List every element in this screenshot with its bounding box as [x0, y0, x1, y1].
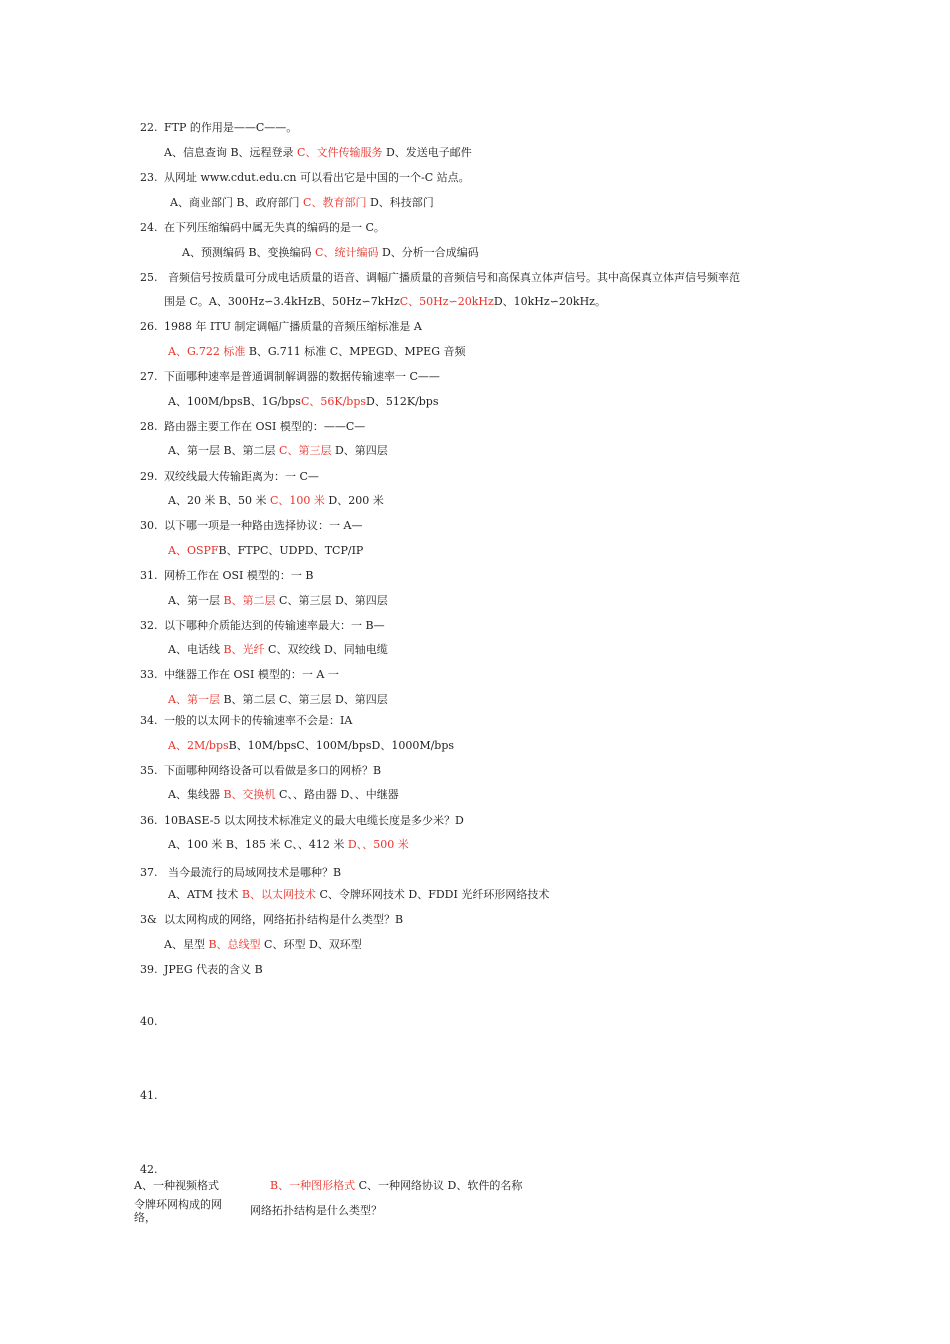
answer-options	[168, 888, 549, 902]
option-text: B、第二层 C、第三层 D、第四层	[219, 693, 388, 706]
question-number: 28.	[140, 420, 158, 433]
question-number: 39.	[140, 963, 158, 976]
question-text: 当今最流行的局域网技术是哪种？B	[168, 866, 342, 879]
question-number-42: 42.	[140, 1163, 158, 1176]
option-text: C、令牌环网技术 D、FDDI 光纤环形网络技术	[315, 888, 550, 901]
topology-question-fragment: 网络拓扑结构是什么类型？	[250, 1204, 382, 1217]
question-text: 网桥工作在 OSI 模型的：一 B	[164, 569, 314, 582]
question-text: 下面哪种速率是普通调制解调器的数据传输速率一 C——	[164, 370, 440, 383]
option-text: D、512K/bps	[366, 395, 439, 408]
question-number: 36.	[140, 814, 158, 827]
option-text: A、电话线	[168, 643, 224, 656]
answer-highlight: B、总线型	[208, 938, 261, 951]
question-number-40: 40.	[140, 1015, 158, 1028]
q39-option-rest: C、一种网络协议 D、软件的名称	[355, 1179, 523, 1192]
answer-options	[168, 788, 399, 802]
answer-options	[182, 246, 479, 260]
answer-highlight: A、2M/bps	[168, 739, 229, 752]
answer-highlight: B、交换机	[223, 788, 276, 801]
q39-option-b-answer	[270, 1179, 522, 1193]
option-text: C、第三层 D、第四层	[275, 594, 388, 607]
option-text: D、第四层	[331, 444, 388, 457]
question-text: 一般的以太网卡的传输速率不会是：IA	[164, 714, 353, 727]
option-text: D、发送电子邮件	[382, 146, 472, 159]
answer-options	[168, 494, 384, 508]
answer-highlight: A、OSPF	[168, 544, 219, 557]
question-number: 33.	[140, 668, 158, 681]
option-text: C、、路由器 D、、中继器	[275, 788, 399, 801]
answer-options	[164, 295, 606, 309]
answer-options	[168, 345, 465, 359]
answer-options	[168, 693, 388, 707]
question-number: 29.	[140, 470, 158, 483]
option-text: A、商业部门 B、政府部门	[170, 196, 304, 209]
option-text: A、集线器	[168, 788, 224, 801]
question-text: 在下列压缩编码中属无失真的编码的是一 C。	[164, 221, 385, 234]
question-text: 下面哪种网络设备可以看做是多口的网桥？B	[164, 764, 382, 777]
question-number-41: 41.	[140, 1089, 158, 1102]
option-text: B、10M/bpsC、100M/bpsD、1000M/bps	[228, 739, 455, 752]
question-text: 10BASE-5 以太网技术标准定义的最大电缆长度是多少米？D	[164, 814, 464, 827]
option-text: A、20 米 B、50 米	[168, 494, 271, 507]
question-text: FTP 的作用是——C——。	[164, 121, 298, 134]
option-text: 围是 C。A、300Hz∽3.4kHzB、50Hz∽7kHz	[164, 295, 400, 308]
question-number: 22.	[140, 121, 158, 134]
option-text: B、FTPC、UDPD、TCP/IP	[218, 544, 364, 557]
question-number: 23.	[140, 171, 158, 184]
question-number: 3&	[140, 913, 157, 926]
answer-highlight: B、以太网技术	[241, 888, 316, 901]
option-text: D、科技部门	[366, 196, 434, 209]
option-text: A、预测编码 B、变换编码	[182, 246, 316, 259]
answer-highlight: B、一种图形格式	[270, 1179, 356, 1192]
answer-options	[168, 395, 439, 409]
answer-options	[164, 938, 362, 952]
answer-highlight: C、统计编码	[315, 246, 379, 259]
option-text: A、第一层 B、第二层	[168, 444, 280, 457]
question-text: 1988 年 ITU 制定调幅广播质量的音频压缩标准是 A	[164, 320, 422, 333]
answer-highlight: C、教育部门	[303, 196, 367, 209]
option-text: D、200 米	[324, 494, 384, 507]
question-number: 30.	[140, 519, 158, 532]
question-number: 27.	[140, 370, 158, 383]
answer-highlight: C、56K/bps	[300, 395, 367, 408]
answer-highlight: C、50Hz∽20kHz	[399, 295, 494, 308]
q39-option-a: A、一种视频格式	[134, 1179, 219, 1192]
option-text: A、信息查询 B、远程登录	[164, 146, 298, 159]
question-text: 以太网构成的网络，网络拓扑结构是什么类型？B	[164, 913, 404, 926]
answer-options	[168, 643, 388, 657]
answer-options	[168, 544, 363, 558]
question-text: 以下哪种介质能达到的传输速率最大：一 B—	[164, 619, 385, 632]
answer-options	[168, 838, 409, 852]
answer-options	[170, 196, 434, 210]
answer-highlight: A、G.722 标准	[168, 345, 246, 358]
option-text: A、星型	[164, 938, 209, 951]
option-text: A、100 米 B、185 米 C、、412 米	[168, 838, 348, 851]
answer-highlight: C、100 米	[270, 494, 325, 507]
question-number: 32.	[140, 619, 158, 632]
question-text: 中继器工作在 OSI 模型的：一 A 一	[164, 668, 339, 681]
question-text: 双绞线最大传输距离为：一 C—	[164, 470, 319, 483]
option-text: D、10kHz∽20kHz。	[493, 295, 606, 308]
option-text: B、G.711 标准 C、MPEGD、MPEG 音频	[245, 345, 466, 358]
answer-highlight: A、第一层	[168, 693, 220, 706]
question-number: 35.	[140, 764, 158, 777]
answer-highlight: C、文件传输服务	[297, 146, 383, 159]
option-text: D、分析一合成编码	[378, 246, 479, 259]
option-text: A、第一层	[168, 594, 224, 607]
answer-highlight: B、光纤	[223, 643, 265, 656]
answer-options	[168, 739, 454, 753]
answer-highlight: C、第三层	[279, 444, 332, 457]
answer-options	[168, 444, 388, 458]
question-number: 31.	[140, 569, 158, 582]
question-number: 24.	[140, 221, 158, 234]
option-text: A、ATM 技术	[168, 888, 242, 901]
answer-highlight: D、、500 米	[347, 838, 409, 851]
question-text: 以下哪一项是一种路由选择协议：一 A—	[164, 519, 363, 532]
token-ring-question-fragment: 令牌环网构成的网络，	[134, 1198, 222, 1224]
question-text: 从网址 www.cdut.edu.cn 可以看出它是中国的一个-C 站点。	[164, 171, 470, 184]
question-number: 34.	[140, 714, 158, 727]
question-number: 25.	[140, 271, 158, 284]
question-number: 26.	[140, 320, 158, 333]
answer-options	[168, 594, 388, 608]
option-text: C、双绞线 D、同轴电缆	[264, 643, 388, 656]
question-text: 路由器主要工作在 OSI 模型的：——C—	[164, 420, 366, 433]
question-text: 音频信号按质量可分成电话质量的语音、调幅广播质量的音频信号和高保真立体声信号。其中高保真立体声信号频率范	[168, 271, 740, 284]
answer-highlight: B、第二层	[223, 594, 276, 607]
question-text: JPEG 代表的含义 B	[164, 963, 263, 976]
option-text: A、100M/bpsB、1G/bps	[168, 395, 301, 408]
answer-options	[164, 146, 472, 160]
option-text: C、环型 D、双环型	[260, 938, 362, 951]
question-number: 37.	[140, 866, 158, 879]
